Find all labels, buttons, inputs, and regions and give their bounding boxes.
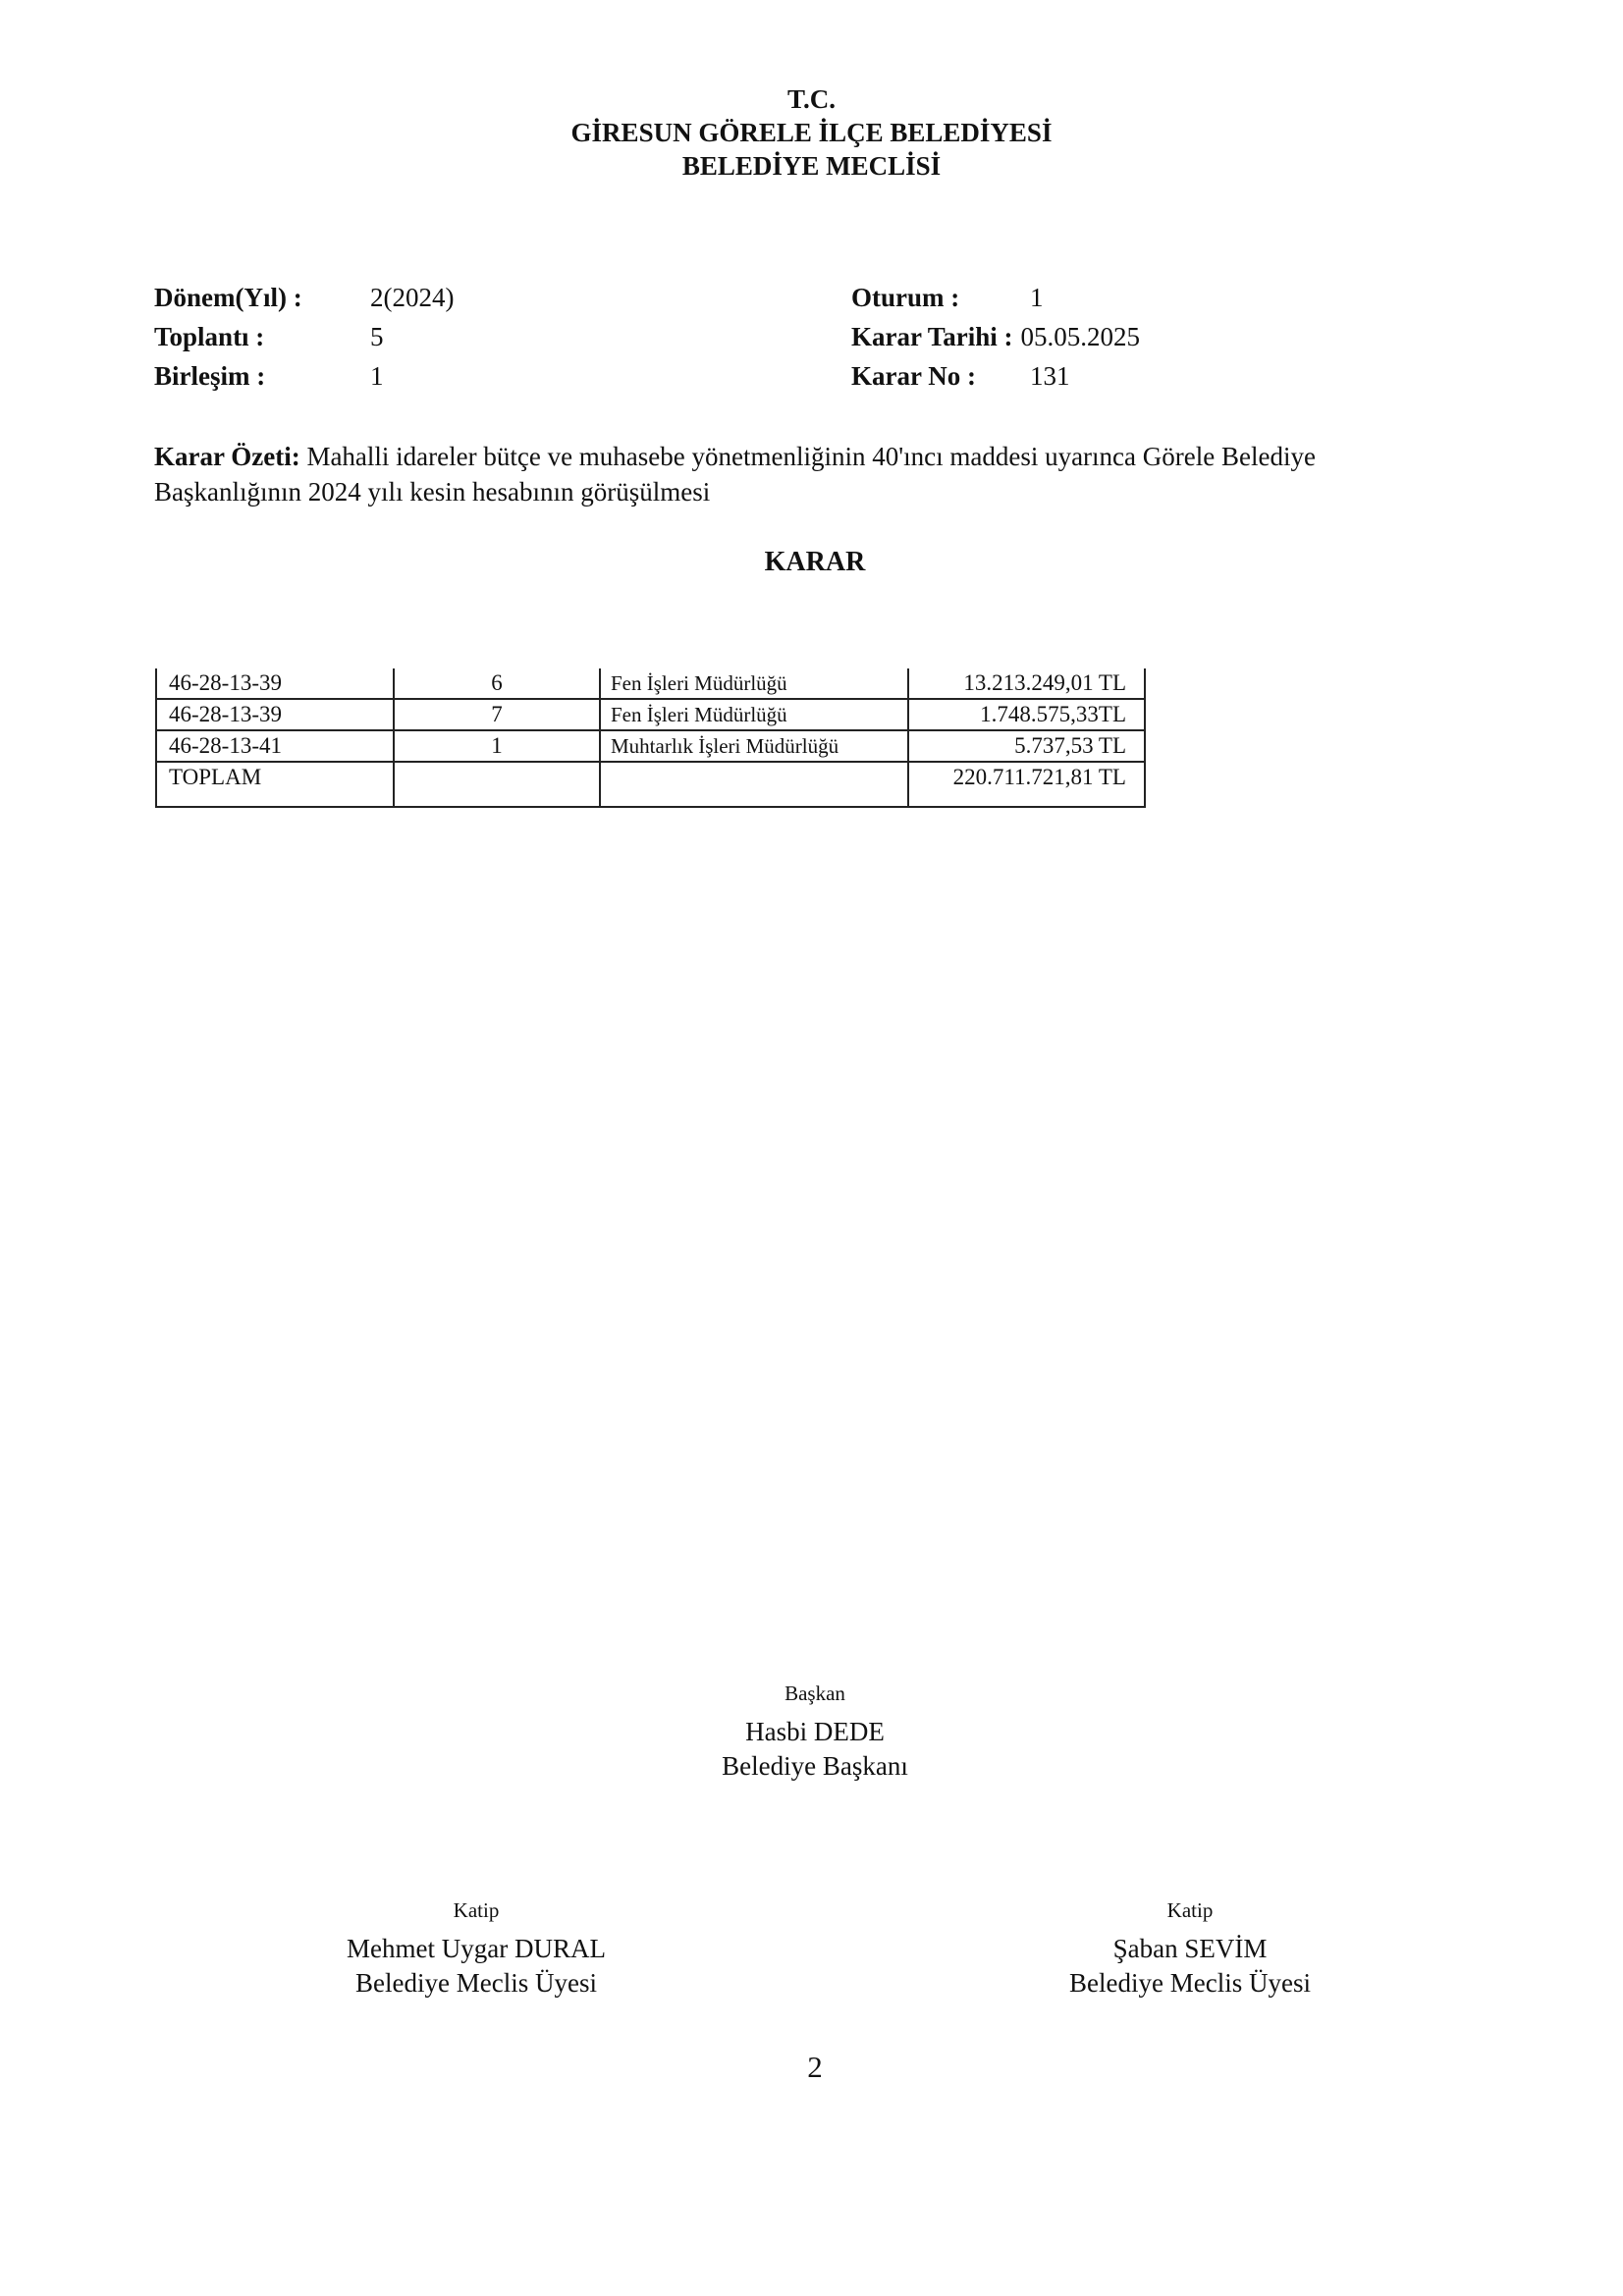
meta-left-block xyxy=(154,278,454,396)
meta-row-donem xyxy=(154,278,454,317)
header-municipality: GİRESUN GÖRELE İLÇE BELEDİYESİ xyxy=(570,118,1053,147)
document-header xyxy=(0,82,1623,183)
table-row xyxy=(156,699,1145,730)
cell-unit: Muhtarlık İşleri Müdürlüğü xyxy=(600,730,908,762)
signature-role: Katip xyxy=(1166,1898,1214,1922)
meta-label: Dönem(Yıl) : xyxy=(154,283,302,312)
cell-code: 46-28-13-41 xyxy=(156,730,394,762)
cell-code: 46-28-13-39 xyxy=(156,699,394,730)
cell-amount: 13.213.249,01 TL xyxy=(908,668,1145,699)
meta-row-oturum xyxy=(851,278,1140,317)
table-row xyxy=(156,730,1145,762)
page-number: 2 xyxy=(807,2050,823,2084)
signature-role: Katip xyxy=(453,1898,500,1922)
meta-value: 131 xyxy=(1030,361,1070,391)
signature-chair xyxy=(619,1680,1011,1784)
cell-empty xyxy=(394,762,600,807)
meta-label: Karar No : xyxy=(851,361,976,391)
signature-name: Şaban SEVİM xyxy=(1112,1934,1268,1963)
table-row xyxy=(156,668,1145,699)
meta-row-birlesim xyxy=(154,356,454,396)
meta-value: 1 xyxy=(370,361,384,391)
meta-value: 05.05.2025 xyxy=(1020,322,1141,351)
header-council: BELEDİYE MECLİSİ xyxy=(681,151,942,181)
signature-title: Belediye Meclis Üyesi xyxy=(355,1968,597,1998)
header-tc: T.C. xyxy=(786,84,836,114)
meta-label: Oturum : xyxy=(851,283,960,312)
budget-table xyxy=(155,668,1146,808)
total-amount: 220.711.721,81 TL xyxy=(908,762,1145,807)
meta-value: 5 xyxy=(370,322,384,351)
summary-label: Karar Özeti: xyxy=(154,442,300,471)
meta-row-karar-no xyxy=(851,356,1140,396)
cell-code: 46-28-13-39 xyxy=(156,668,394,699)
meta-label: Karar Tarihi : xyxy=(851,322,1013,351)
meta-row-toplanti xyxy=(154,317,454,356)
signature-name: Mehmet Uygar DURAL xyxy=(347,1934,606,1963)
signature-role: Başkan xyxy=(784,1682,845,1705)
cell-unit: Fen İşleri Müdürlüğü xyxy=(600,668,908,699)
cell-empty xyxy=(600,762,908,807)
summary-text: Mahalli idareler bütçe ve muhasebe yönetmenliğinin 40'ıncı maddesi uyarınca Görele Belediye Başkanlığının 2024 yılı kesin hesabının görüşülmesi xyxy=(154,442,1316,507)
cell-amount: 5.737,53 TL xyxy=(908,730,1145,762)
meta-value: 1 xyxy=(1030,283,1044,312)
cell-amount: 1.748.575,33TL xyxy=(908,699,1145,730)
meta-label: Birleşim : xyxy=(154,361,266,391)
signature-name: Hasbi DEDE xyxy=(745,1717,885,1746)
meta-right-block xyxy=(851,278,1140,396)
cell-no: 7 xyxy=(394,699,600,730)
total-label: TOPLAM xyxy=(156,762,394,807)
signature-clerk-right xyxy=(994,1896,1386,2001)
signature-clerk-left xyxy=(280,1896,673,2001)
meta-label: Toplantı : xyxy=(154,322,265,351)
table-total-row xyxy=(156,762,1145,807)
meta-value: 2(2024) xyxy=(370,283,455,312)
meta-row-karar-tarihi xyxy=(851,317,1140,356)
cell-no: 6 xyxy=(394,668,600,699)
karar-heading: KARAR xyxy=(764,547,866,577)
signature-title: Belediye Başkanı xyxy=(722,1751,908,1781)
signature-title: Belediye Meclis Üyesi xyxy=(1069,1968,1311,1998)
cell-no: 1 xyxy=(394,730,600,762)
cell-unit: Fen İşleri Müdürlüğü xyxy=(600,699,908,730)
decision-summary xyxy=(154,439,1431,509)
